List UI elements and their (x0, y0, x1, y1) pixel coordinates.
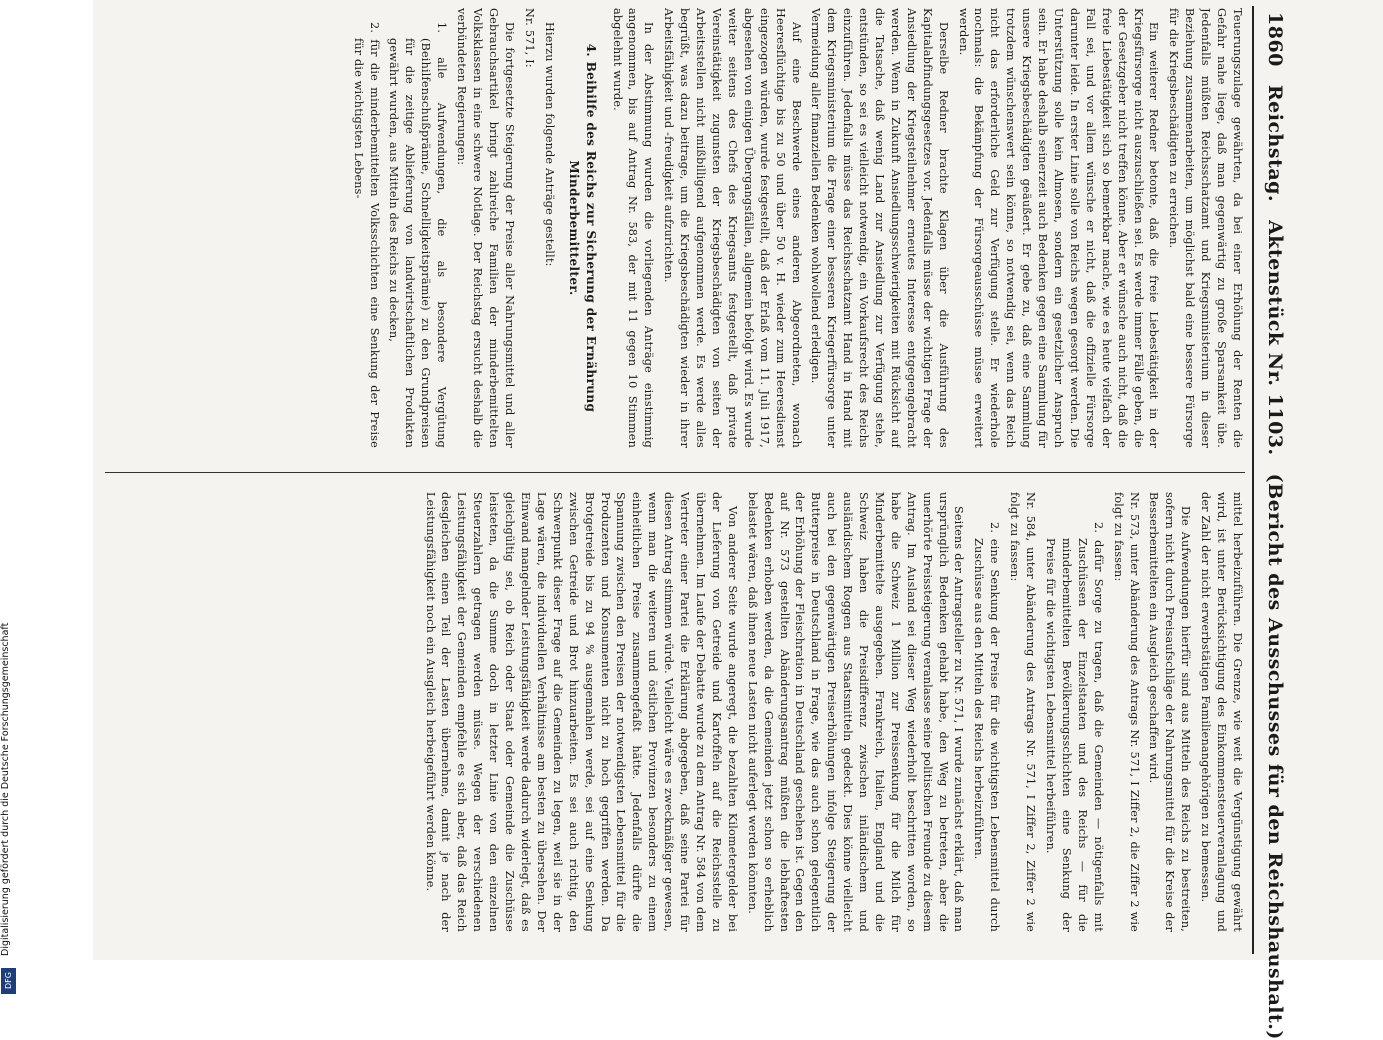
paragraph: Derselbe Redner brachte Klagen über die Ausführung des Kapitalabfindungsgesetzes vor. Jedenfalls müsse der wichtigen Frage der Ansiedlung der Kriegsteilnehmer erneutes Interesse entgegengebracht werden. Wenn in Zukunft Ansiedlungsschwierigkeiten mit Rücksicht auf die Tatsache, daß wenig Land zur Ansiedlung zur Verfügung stehe, entstünden, so sei es vielleicht notwendig, ein Vorkaufsrecht des Reichs einzuführen. Jedenfalls müsse das Reichsschatzamt Hand in Hand mit dem Kriegsministerium die Frage einer besseren Kriegerfürsorge unter Vermeidung aller finanziellen Bedenken wohlwollend erledigen. (809, 8, 950, 448)
header-subtitle: (Bericht des Ausschusses für den Reichshaushalt.) (1264, 473, 1286, 1040)
section-heading: 4. Beihilfe des Reichs zur Sicherung der Ernährung Minderbemittelter. (566, 43, 598, 413)
list-item: 2. für die minderbemittelten Volksschichten eine Senkung der Preise für die wichtigsten Lebens- (351, 22, 381, 448)
paragraph: Von anderer Seite wurde angeregt, die bezahlten Kilometergelder bei der Lieferung von Getreide und Kartoffeln auf die Reichsstelle zu übernehmen. Im Laufe der Debatte wurde zu dem Antrag Nr. 584 von dem Vertreter einer Partei die Erklärung abgegeben, daß seine Partei für diesen Antrag stimmen würde. Vielleicht wäre es zweckmäßiger gewesen, wenn man die weiteren und östlichen Provinzen besonders zu einem einheitlichen Preise zusammengefaßt hätte. Jedenfalls dürfte die Spannung zwischen den Preisen der notwendigsten Lebensmittel für die Produzenten und Konsumenten nicht zu hoch gegriffen werden. Da Brotgetreide bis zu 94 % ausgemahlen werde, sei auf eine Senkung zwischen Getreide und Brot hinzuarbeiten. Es sei auch richtig, den Schwerpunkt dieser Frage auf die Gemeinden zu legen, weil sie in der Lage wären, die individuellen Verhältnisse am besten zu übersehen. Der Einwand mangelnder Leistungsfähigkeit werde dadurch widerlegt, daß es gleichgültig sei, ob Reich oder Staat oder Gemeinde die Zuschüsse leisteten, da die Summe doch in letzter Linie von den einzelnen Steuerzahlern getragen werden müsse. Wegen der verschiedenen Leistungsfähigkeit der Gemeinden empfehle es sich aber, daß das Reich desgleichen einen Teil der Lasten übernehme, damit je nach der Leistungsfähigkeit noch ein Ausgleich herbeigeführt werden könne. (423, 492, 739, 932)
header-source: Reichstag. (1264, 84, 1286, 203)
header-document: Aktenstück Nr. 1103. (1264, 220, 1286, 456)
paragraph: Ein weiterer Redner betonte, daß die freie Liebestätigkeit in der Kriegsfürsorge nicht auszuschließen sei. Es werde immer Fälle geben, die der Gesetzgeber nicht treffen könne. Aber er wünsche auch nicht, daß die freie Liebestätigkeit sich so bemerkbar mache, wie es heute vielfach der Fall sei, und vor allem wünsche er nicht, daß die offizielle Fürsorge darunter leide. In erster Linie solle von Reichs wegen gesorgt werden. Die Unterstützung solle kein Almosen, sondern ein gesetzlicher Anspruch sein. Er habe deshalb seinerzeit auch Bedenken gegen eine Sammlung für unsere Kriegsbeschädigten geäußert. Er gebe zu, daß eine Sammlung trotzdem wünschenswert sein könne, so notwendig sei, wenn das Reich nicht das erforderliche Geld zur Verfügung stelle. Er wiederhole nochmals: die Bekämpfung der Fürsorgeausschüsse müsse erweitert werden. (956, 8, 1161, 448)
page-header (1255, 0, 1295, 1040)
paragraph: Hierzu wurden folgende Anträge gestellt: (542, 22, 556, 267)
paragraph: Die Aufwendungen hierfür sind aus Mitteln des Reichs zu bestreiten, sofern nicht durch Preisaufschläge der Nahrungsmittel für die Kreise der Besserbemittelten ein Ausgleich geschaffen wird. (1147, 492, 1193, 932)
dfg-logo: DFG (1, 968, 16, 994)
paragraph: mittel herbeizuführen. Die Grenze, wie weit die Vergünstigung gewährt wird, ist unter Berücksichtigung des Einkommensteuerveranlagung und der Zahl der nicht erwerbstätigen Familienangehörigen zu bemessen. (1199, 492, 1244, 932)
paragraph: Die fortgesetzte Steigerung der Preise aller Nahrungsmittel und aller Gebrauchsartikel bringt zahlreiche Familien der minderbemittelten Volksklassen in eine schwere Notlage. Der Reichstag ersucht deshalb die verbündeten Regierungen: (455, 8, 516, 448)
paragraph: In der Abstimmung wurden die vorliegenden Anträge einstimmig angenommen, bis auf Antrag Nr. 583, der mit 11 gegen 10 Stimmen abgelehnt wurde. (610, 8, 656, 448)
document-page (93, 0, 1383, 1040)
right-column (97, 492, 1245, 932)
digitization-credit: Digitalisierung gefördert durch die Deutsche Forschungsgemeinschaft (0, 622, 11, 956)
sidebar-credit (0, 0, 18, 1000)
paragraph: Teuerungszulage gewährten, da bei einer Erhöhung der Renten die Gefahr nahe liege, daß man gegenwärtig zu große Sparsamkeit übe. Jedenfalls müßten Reichsschatzamt und Kriegsministerium in dieser Beziehung zusammenarbeiten, um möglichst bald eine bessere Fürsorge für die Kriegsbeschädigten zu erreichen. (1167, 8, 1244, 448)
motion-number: Nr. 573, unter Abänderung des Antrags Nr. 571, I Ziffer 2, die Ziffer 2 wie folgt zu fassen: (1111, 492, 1141, 932)
list-item: 2. eine Senkung der Preise für die wichtigsten Lebensmittel durch Zuschüsse aus den Mitteln des Reichs herbeizuführen. (972, 522, 1002, 932)
motion-number: Nr. 571, I: (522, 8, 536, 68)
page-number: 1860 (1264, 12, 1286, 67)
paragraph: Seitens der Antragsteller zu Nr. 571, I wurde zunächst erklärt, daß man ursprünglich Bedenken gehabt habe, den Weg zu betreten, aber die unerhörte Preissteigerung veranlasse seine politischen Freunde zu diesem Antrag. Im Ausland sei dieser Weg wiederholt beschritten worden, so habe die Schweiz 1 Million zur Preissenkung für die Milch für Minderbemittelte ausgegeben. Frankreich, Italien, England und die Schweiz haben die Preisdifferenz zwischen inländischem und ausländischem Roggen aus Staatsmitteln gedeckt. Dies könne vielleicht auch bei den gegenwärtigen Preiserhöhungen infolge Steigerung der Butterpreise in Deutschland in Frage, wie das auch schon gelegentlich der Erhöhung der Fleischration in Deutschland geschehen ist. Gegen den auf Nr. 573 gestellten Abänderungsantrag müßten die lebhaftesten Bedenken erhoben werden, da die Gemeinden jetzt schon so erheblich belastet wären, daß ihnen neue Lasten nicht auferlegt werden könnten. (745, 492, 966, 932)
paragraph: Auf eine Beschwerde eines anderen Abgeordneten, wonach Heeresflüchtige bis zu 50 und über 50 v. H. wieder zum Heeresdienst eingezogen würden, wurde festgestellt, daß der Erlaß vom 11. Juli 1917, abgesehen von einigen Übergangsfällen, allgemein befolgt wird. Es wurde weiter seitens des Chefs des Kriegsamts festgestellt, daß private Vereinstätigkeit zugunsten der Kriegsbeschädigten von seiten der Arbeitsstellen nicht mißbilligend aufgenommen werde. Es werde alles begrüßt, was dazu beitrage, um die Kriegsbeschädigten wieder in ihrer Arbeitsfähigkeit und -freudigkeit aufzurichten. (662, 8, 803, 448)
motion-number: Nr. 584, unter Abänderung des Antrags Nr. 571, I Ziffer 2, Ziffer 2 wie folgt zu fassen: (1008, 492, 1038, 932)
left-column (97, 8, 1245, 448)
header-rule (1252, 6, 1254, 954)
list-item: 1. alle Aufwendungen, die als besondere Vergütung (Beihilfenschußprämie, Schnelligkeitsprämie) zu den Grundpreisen für die zeitige Ablieferung von landwirtschaftlichen Produkten gewährt wurden, aus Mitteln des Reichs zu decken, (387, 22, 449, 448)
column-divider (105, 472, 1245, 473)
list-item: 2. dafür Sorge zu tragen, daß die Gemeinden — nötigenfalls mit Zuschüssen der Einzelstaaten und des Reichs — für die minderbemittelten Bevölkerungsschichten eine Senkung der Preise für die wichtigsten Lebensmittel herbeiführen. (1044, 522, 1105, 932)
